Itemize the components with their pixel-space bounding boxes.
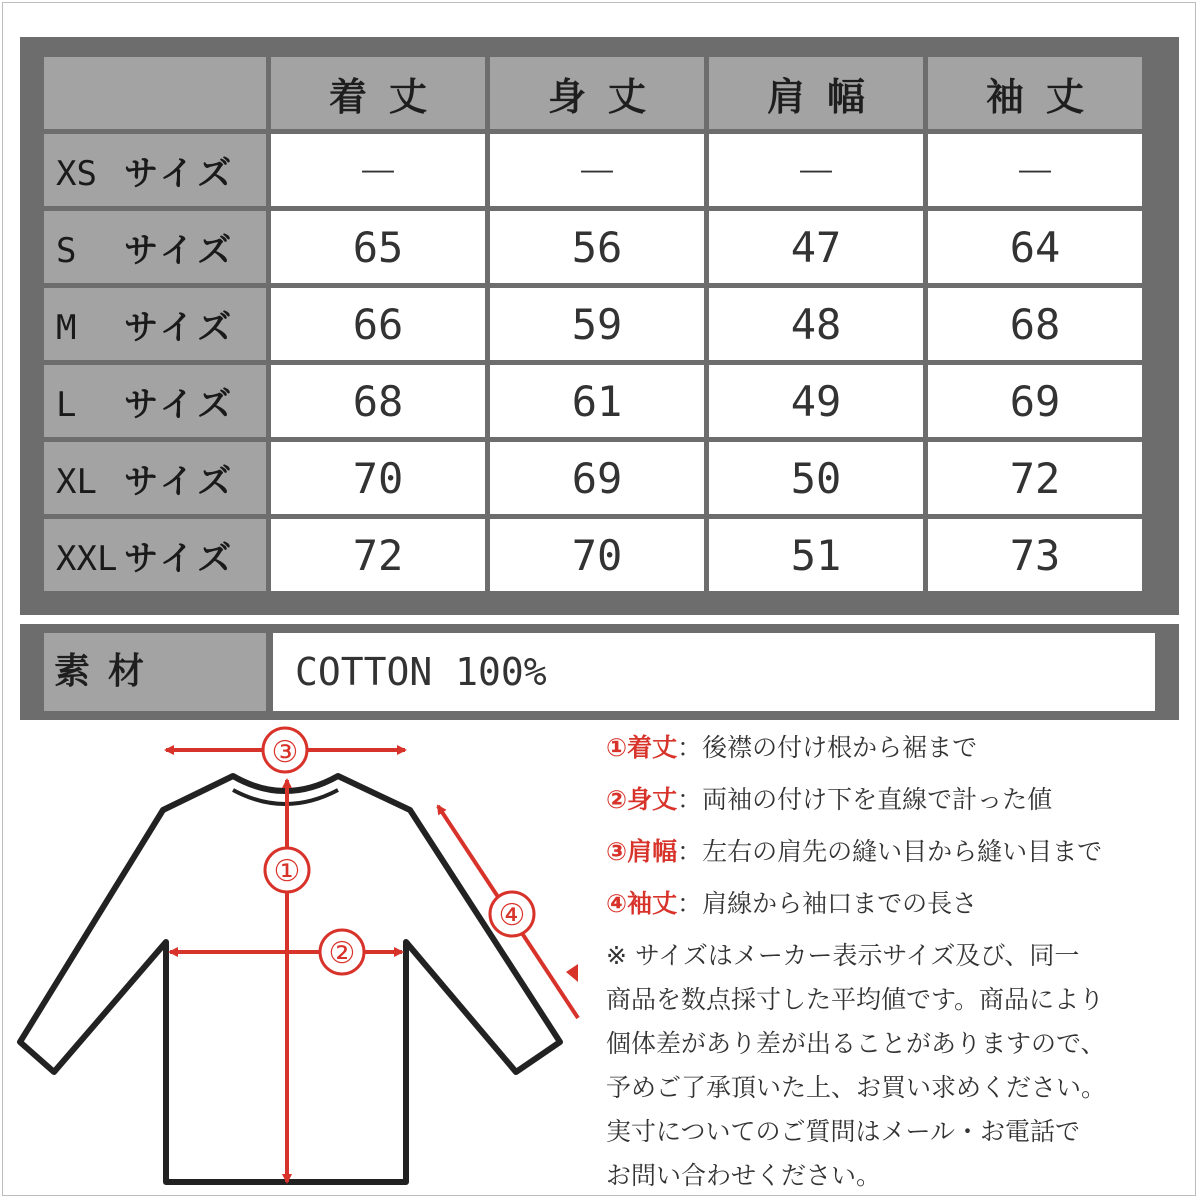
table-cell: 70 <box>490 519 704 591</box>
table-cell: 59 <box>490 288 704 360</box>
table-cell: － <box>928 134 1142 206</box>
table-row-s <box>44 211 1142 283</box>
table-cell: 50 <box>709 442 923 514</box>
marker-3-label: ③ <box>271 735 299 770</box>
table-cell: 72 <box>928 442 1142 514</box>
row-header-xxl: XXL サイズ <box>44 519 266 591</box>
shirt-outline <box>20 776 560 1182</box>
material-label: 素材 <box>44 633 266 711</box>
size-table <box>39 52 1147 596</box>
column-header-body: 身丈 <box>490 57 704 129</box>
garment-diagram <box>0 720 600 1200</box>
table-row-xl <box>44 442 1142 514</box>
table-row-l <box>44 365 1142 437</box>
table-row-xs <box>44 134 1142 206</box>
column-header-shoulder: 肩幅 <box>709 57 923 129</box>
note-line: お問い合わせください。 <box>606 1161 882 1190</box>
legend-item: ②身丈：両袖の付け下を直線で計った値 <box>606 785 1053 814</box>
table-cell: 69 <box>928 365 1142 437</box>
table-cell: 68 <box>928 288 1142 360</box>
table-cell: 49 <box>709 365 923 437</box>
row-header-l: L サイズ <box>44 365 266 437</box>
table-cell: 56 <box>490 211 704 283</box>
note-line: 予めご了承頂いた上、お買い求めください。 <box>606 1073 1107 1102</box>
column-header-sleeve: 袖丈 <box>928 57 1142 129</box>
sleeve-arrow-tip <box>566 964 578 982</box>
table-cell: － <box>490 134 704 206</box>
table-cell: 48 <box>709 288 923 360</box>
size-note <box>606 934 1186 1198</box>
table-cell: 69 <box>490 442 704 514</box>
table-cell: 73 <box>928 519 1142 591</box>
size-table-panel <box>20 37 1179 615</box>
row-header-xl: XL サイズ <box>44 442 266 514</box>
table-row-m <box>44 288 1142 360</box>
marker-1-label: ① <box>273 854 301 889</box>
table-header-row <box>44 57 1142 129</box>
table-cell: － <box>709 134 923 206</box>
table-cell: 70 <box>271 442 485 514</box>
legend-item: ④袖丈：肩線から袖口までの長さ <box>606 889 978 918</box>
row-header-s: S サイズ <box>44 211 266 283</box>
material-panel <box>20 624 1179 720</box>
legend-item: ①着丈：後襟の付け根から裾まで <box>606 733 978 762</box>
table-cell: 72 <box>271 519 485 591</box>
marker-2-label: ② <box>328 936 356 971</box>
column-header-length: 着丈 <box>271 57 485 129</box>
row-header-xs: XS サイズ <box>44 134 266 206</box>
note-line: 商品を数点採寸した平均値です。商品により <box>606 985 1105 1014</box>
table-cell: 68 <box>271 365 485 437</box>
table-corner-cell <box>44 57 266 129</box>
legend-item: ③肩幅：左右の肩先の縫い目から縫い目まで <box>606 837 1103 866</box>
note-line: 個体差があり差が出ることがありますので、 <box>606 1029 1106 1058</box>
material-value: COTTON 100% <box>273 633 1155 711</box>
table-cell: 47 <box>709 211 923 283</box>
table-cell: 61 <box>490 365 704 437</box>
table-cell: 51 <box>709 519 923 591</box>
measurement-legend <box>606 728 1186 1198</box>
row-header-m: M サイズ <box>44 288 266 360</box>
table-cell: － <box>271 134 485 206</box>
table-cell: 66 <box>271 288 485 360</box>
table-row-xxl <box>44 519 1142 591</box>
table-cell: 65 <box>271 211 485 283</box>
table-cell: 64 <box>928 211 1142 283</box>
note-line: ※ サイズはメーカー表示サイズ及び、同一 <box>606 941 1080 970</box>
note-line: 実寸についてのご質問はメール・お電話で <box>606 1117 1081 1146</box>
marker-4-label: ④ <box>498 898 526 933</box>
